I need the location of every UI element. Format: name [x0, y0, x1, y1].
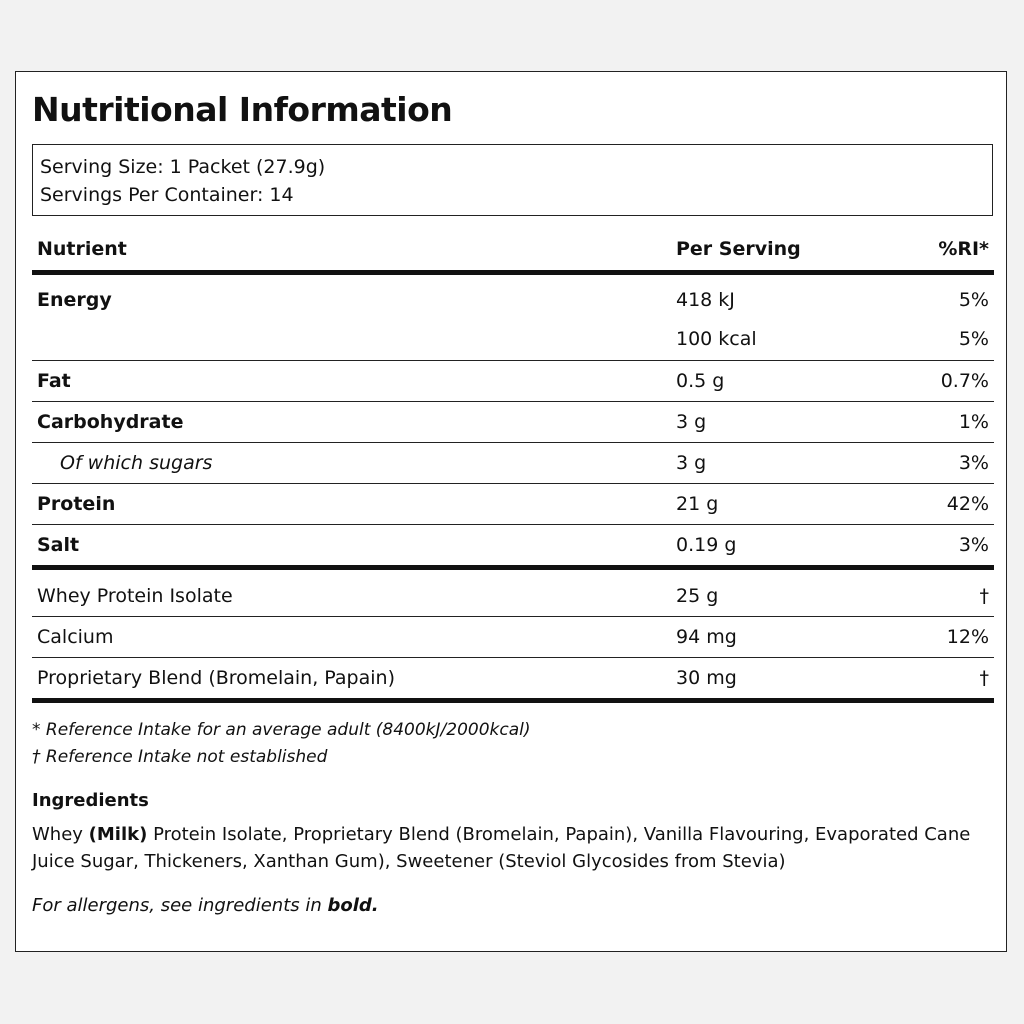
allergen-note-text: For allergens, see ingredients in — [32, 895, 328, 916]
nutrient-name: Proprietary Blend (Bromelain, Papain) — [37, 667, 395, 689]
table-row-whey — [32, 570, 994, 617]
nutrient-ri: 42% — [946, 493, 989, 515]
nutrient-amount: 0.19 g — [676, 534, 737, 556]
nutrient-amount: 25 g — [676, 585, 719, 607]
nutrient-name: Of which sugars — [60, 452, 213, 474]
nutrition-table — [32, 222, 994, 703]
nutrient-ri: 12% — [946, 626, 989, 648]
nutrient-amount: 3 g — [676, 411, 707, 433]
nutrient-amount: 3 g — [676, 452, 707, 474]
header-ri: %RI* — [938, 238, 989, 260]
ingredients-rest: Protein Isolate, Proprietary Blend (Bromelain, Papain), Vanilla Flavouring, Evaporated Cane Juice Sugar, Thickeners, Xanthan Gum), Sweetener (Steviol Glycosides from Stevia) — [32, 824, 971, 872]
table-row-blend — [32, 658, 994, 703]
serving-size: Serving Size: 1 Packet (27.9g) — [40, 156, 326, 178]
nutrient-name: Carbohydrate — [37, 411, 184, 433]
nutrient-name: Calcium — [37, 626, 114, 648]
footnote-ri: * Reference Intake for an average adult (8400kJ/2000kcal) — [32, 720, 531, 740]
table-row-energy-kcal — [32, 321, 994, 361]
nutrient-amount: 0.5 g — [676, 370, 725, 392]
nutrient-name: Salt — [37, 534, 80, 556]
nutrient-amount: 100 kcal — [676, 328, 757, 350]
nutrient-ri: 5% — [958, 289, 989, 311]
table-row-sugars — [32, 443, 994, 484]
allergen-note — [32, 895, 379, 916]
nutrient-ri: 0.7% — [940, 370, 989, 392]
nutrient-ri: 5% — [958, 328, 989, 350]
nutrient-name: Energy — [37, 289, 112, 311]
table-row-salt — [32, 525, 994, 570]
ingredients-allergen: (Milk) — [88, 824, 148, 845]
nutrient-ri: 3% — [958, 452, 989, 474]
table-header — [32, 222, 994, 275]
header-per-serving: Per Serving — [676, 238, 801, 260]
footnote-dagger: † Reference Intake not established — [32, 747, 328, 767]
serving-info-box — [32, 144, 993, 216]
nutrient-name: Protein — [37, 493, 116, 515]
table-row-protein — [32, 484, 994, 525]
ingredients-prefix: Whey — [32, 824, 89, 845]
nutrient-ri: † — [979, 667, 989, 689]
nutrient-ri: 1% — [958, 411, 989, 433]
table-row-energy-kj — [32, 275, 994, 321]
header-nutrient: Nutrient — [37, 238, 127, 260]
nutrient-name: Whey Protein Isolate — [37, 585, 233, 607]
allergen-note-bold: bold. — [327, 895, 379, 916]
nutrient-amount: 30 mg — [676, 667, 737, 689]
nutrient-ri: 3% — [958, 534, 989, 556]
table-row-carbohydrate — [32, 402, 994, 443]
table-row-fat — [32, 361, 994, 402]
nutrient-ri: † — [979, 585, 989, 607]
footnotes — [32, 717, 531, 771]
ingredients-title: Ingredients — [32, 790, 149, 811]
table-row-calcium — [32, 617, 994, 658]
nutrient-amount: 21 g — [676, 493, 719, 515]
page-title: Nutritional Information — [32, 90, 453, 129]
nutrient-amount: 94 mg — [676, 626, 737, 648]
nutrient-name: Fat — [37, 370, 71, 392]
nutrient-amount: 418 kJ — [676, 289, 735, 311]
servings-per-container: Servings Per Container: 14 — [40, 184, 294, 206]
nutrition-panel — [15, 71, 1007, 952]
ingredients-text — [32, 821, 997, 875]
